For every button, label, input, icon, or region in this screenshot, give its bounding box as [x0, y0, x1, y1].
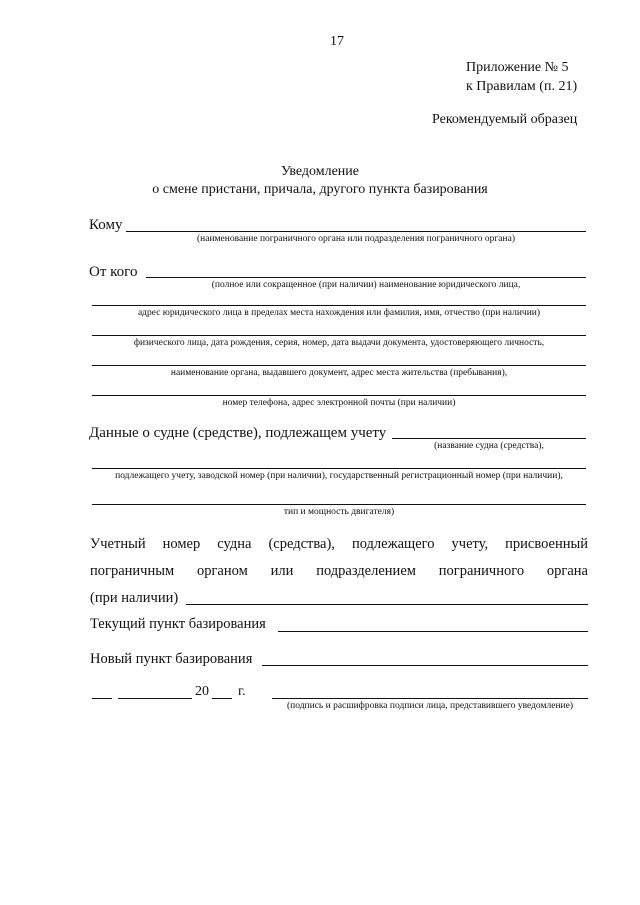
date-month-line[interactable]	[118, 698, 192, 699]
account-word: органом	[196, 563, 248, 579]
date-year-prefix: 20	[195, 684, 209, 699]
current-point-field-line[interactable]	[278, 631, 588, 632]
account-word: подлежащего	[351, 536, 435, 552]
rules-reference: к Правилам (п. 21)	[466, 79, 578, 94]
to-label: Кому	[89, 217, 123, 233]
from-caption-4: наименование органа, выдавшего документ, адрес места жительства (пребывания),	[170, 368, 508, 378]
date-year-line[interactable]	[212, 698, 232, 699]
vessel-field-line-2[interactable]	[92, 468, 586, 469]
account-number-line-2	[90, 563, 588, 580]
account-number-field-line[interactable]	[186, 604, 588, 605]
account-word: пограничным	[90, 563, 175, 579]
from-caption-1: (полное или сокращенное (при наличии) наименование юридического лица,	[211, 280, 521, 290]
document-subtitle: о смене пристани, причала, другого пункта базирования	[152, 182, 488, 197]
vessel-data-label: Данные о судне (средстве), подлежащем учету	[89, 425, 387, 441]
vessel-caption-1: (название судна (средства),	[434, 441, 544, 451]
account-word: органа	[546, 563, 588, 579]
account-word: учету,	[451, 536, 489, 552]
signature-field-line[interactable]	[272, 698, 588, 699]
to-field-line[interactable]	[126, 231, 586, 232]
account-number-line-1	[90, 536, 588, 553]
account-word: или	[270, 563, 294, 579]
to-caption: (наименование пограничного органа или подразделения пограничного органа)	[197, 234, 515, 244]
from-field-line-5[interactable]	[92, 395, 586, 396]
from-label: От кого	[89, 264, 138, 280]
vessel-field-line-3[interactable]	[92, 504, 586, 505]
recommended-sample-label: Рекомендуемый образец	[432, 112, 578, 127]
signature-caption: (подпись и расшифровка подписи лица, представившего уведомление)	[286, 701, 574, 711]
appendix-label: Приложение № 5	[466, 60, 569, 75]
new-point-label: Новый пункт базирования	[90, 651, 253, 667]
account-word: пограничного	[438, 563, 525, 579]
document-title: Уведомление	[280, 164, 359, 179]
new-point-field-line[interactable]	[262, 665, 588, 666]
account-word: (средства),	[268, 536, 335, 552]
account-word: номер	[162, 536, 201, 552]
from-field-line-4[interactable]	[92, 365, 586, 366]
account-word: присвоенный	[505, 536, 588, 552]
current-point-label: Текущий пункт базирования	[90, 616, 266, 632]
date-day-line[interactable]	[92, 698, 112, 699]
date-year-suffix: г.	[238, 684, 246, 699]
vessel-caption-3: тип и мощность двигателя)	[283, 507, 395, 517]
page-number: 17	[330, 34, 344, 49]
account-word: судна	[217, 536, 252, 552]
from-caption-2: адрес юридического лица в пределах места нахождения или фамилия, имя, отчество (при наличии)	[137, 308, 541, 318]
account-word: Учетный	[90, 536, 146, 552]
vessel-caption-2: подлежащего учету, заводской номер (при наличии), государственный регистрационный номер (при наличии),	[115, 471, 563, 481]
from-field-line-1[interactable]	[146, 277, 586, 278]
vessel-field-line-1[interactable]	[392, 438, 586, 439]
from-caption-3: физического лица, дата рождения, серия, номер, дата выдачи документа, удостоверяющего личность,	[133, 338, 545, 348]
account-if-available: (при наличии)	[90, 590, 179, 606]
account-word: подразделением	[316, 563, 416, 579]
from-field-line-3[interactable]	[92, 335, 586, 336]
from-caption-5: номер телефона, адрес электронной почты (при наличии)	[222, 398, 456, 408]
from-field-line-2[interactable]	[92, 305, 586, 306]
